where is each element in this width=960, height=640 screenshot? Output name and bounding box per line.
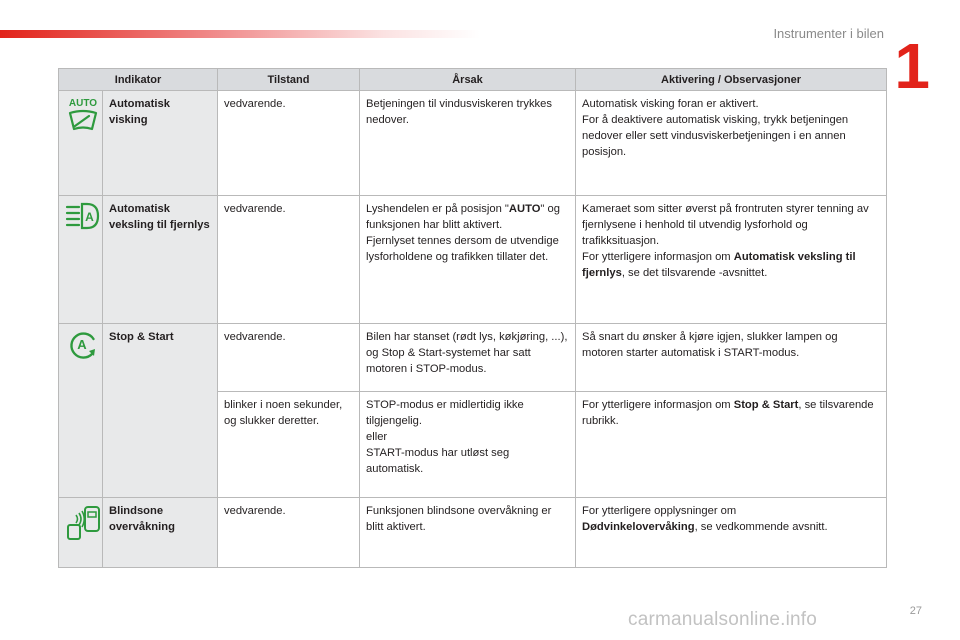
state-cell: vedvarende.	[218, 498, 360, 568]
observation-text-bold: Dødvinkelovervåking	[582, 521, 695, 533]
observation-text: Automatisk visking foran er aktivert. For å deaktivere automatisk visking, trykk betjeningen nedover eller sett vindusviskerbetjeningen i en annen posisjon.	[582, 98, 849, 158]
column-header-tilstand: Tilstand	[218, 69, 360, 91]
auto-wiper-icon	[65, 96, 101, 136]
indicator-name: Automatisk visking	[103, 91, 218, 196]
column-header-indikator: Indikator	[59, 69, 218, 91]
indicator-name: Stop & Start	[103, 324, 218, 498]
cause-cell: STOP-modus er midlertidig ikke tilgjengelig. eller START-modus har utløst seg automatisk.	[360, 392, 576, 498]
page-number: 27	[909, 605, 922, 617]
indicator-table	[58, 68, 887, 568]
table-row	[59, 91, 887, 196]
column-header-aktivering: Aktivering / Observasjoner	[576, 69, 887, 91]
state-cell: vedvarende.	[218, 324, 360, 392]
auto-high-beam-icon	[65, 201, 101, 231]
observation-text-bold: Automatisk veksling til fjernlys	[582, 251, 856, 279]
table-row	[59, 196, 887, 324]
observation-text-post: , se tilsvarende rubrikk.	[582, 399, 874, 427]
observation-text-post: , se vedkommende avsnitt.	[694, 521, 828, 533]
cause-text-bold: AUTO	[508, 203, 541, 215]
chapter-number: 1	[894, 30, 930, 102]
icon-cell	[59, 324, 103, 498]
state-cell: blinker i noen sekunder, og slukker deretter.	[218, 392, 360, 498]
observation-text-post: , se det tilsvarende -avsnittet.	[621, 267, 768, 279]
observation-cell	[576, 498, 887, 568]
stop-start-icon	[65, 329, 99, 359]
observation-cell: Så snart du ønsker å kjøre igjen, slukker lampen og motoren starter automatisk i START-modus.	[576, 324, 887, 392]
observation-text-pre: For ytterligere informasjon om	[582, 399, 734, 411]
cause-cell: Bilen har stanset (rødt lys, køkjøring, ...), og Stop & Start-systemet har satt motoren i STOP-modus.	[360, 324, 576, 392]
cause-cell: Funksjonen blindsone overvåkning er blitt aktivert.	[360, 498, 576, 568]
top-accent-bar	[0, 30, 480, 38]
observation-cell	[576, 196, 887, 324]
auto-wiper-icon-text: AUTO	[68, 98, 98, 109]
observation-cell	[576, 91, 887, 196]
watermark: carmanualsonline.info	[628, 609, 818, 630]
stop-start-icon-text: A	[77, 337, 87, 352]
table-row	[59, 498, 887, 568]
cause-text-pre: Lyshendelen er på posisjon "	[366, 203, 509, 215]
cause-text-post: " og funksjonen har blitt aktivert. Fjernlyset tennes dersom de utvendige lysforholdene og trafikken tillater det.	[366, 203, 560, 263]
indicator-name: Automatisk veksling til fjernlys	[103, 196, 218, 324]
observation-cell	[576, 392, 887, 498]
column-header-arsak: Årsak	[360, 69, 576, 91]
cause-cell	[360, 196, 576, 324]
auto-high-beam-icon-text: A	[85, 210, 94, 224]
icon-cell	[59, 498, 103, 568]
cause-cell: Betjeningen til vindusviskeren trykkes nedover.	[360, 91, 576, 196]
observation-text-pre: Kameraet som sitter øverst på frontruten styrer tenning av fjernlysene i henhold til utvendig lysforhold og trafikksituasjon. For ytterligere informasjon om	[582, 203, 869, 263]
state-cell: vedvarende.	[218, 196, 360, 324]
blind-spot-icon	[65, 503, 103, 543]
section-title: Instrumenter i bilen	[773, 26, 884, 41]
observation-text-pre: For ytterligere opplysninger om	[582, 505, 737, 517]
table-header-row	[59, 69, 887, 91]
icon-cell	[59, 91, 103, 196]
state-cell: vedvarende.	[218, 91, 360, 196]
icon-cell	[59, 196, 103, 324]
observation-text-bold: Stop & Start	[733, 399, 799, 411]
indicator-name: Blindsone overvåkning	[103, 498, 218, 568]
table-row	[59, 324, 887, 392]
